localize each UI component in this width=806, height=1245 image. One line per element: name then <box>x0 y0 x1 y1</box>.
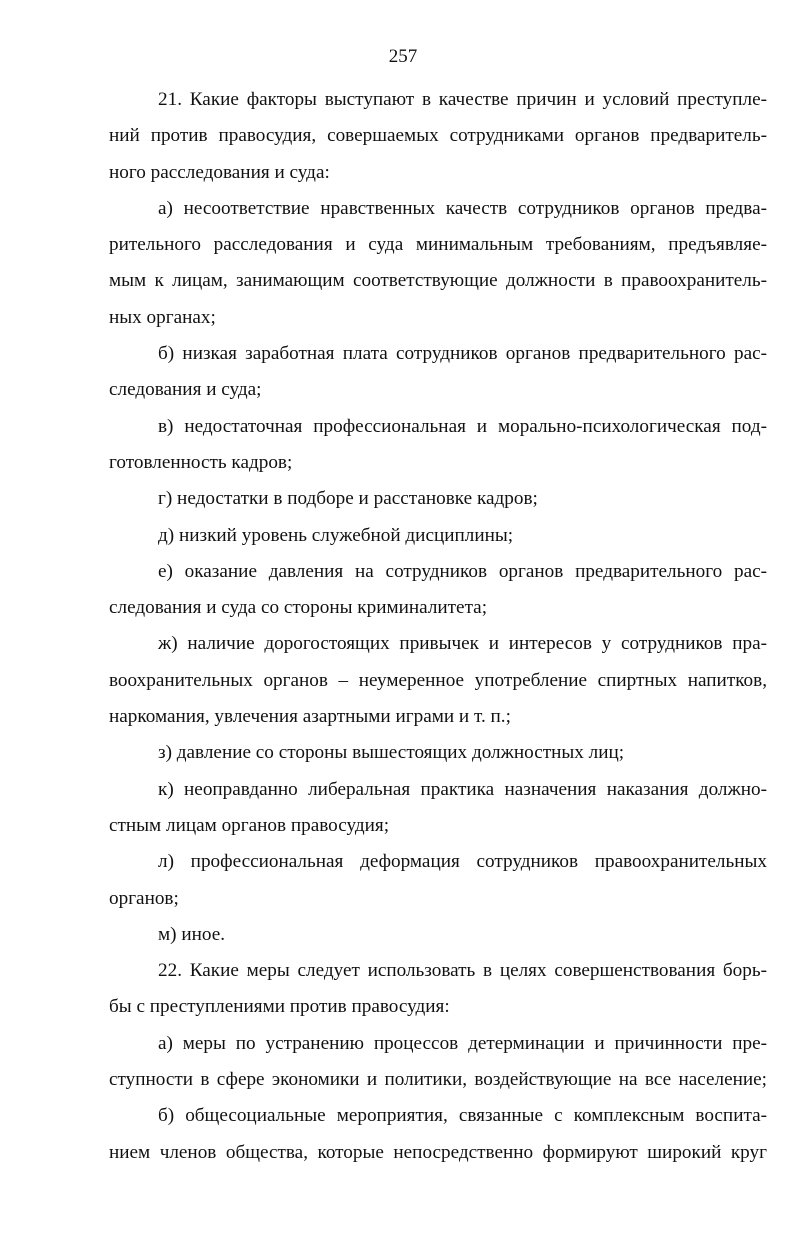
text-line: рительного расследования и суда минимальным требованиям, предъявляе- <box>109 234 767 256</box>
text-line: ного расследования и суда: <box>109 161 330 183</box>
text-line: наркомания, увлечения азартными играми и т. п.; <box>109 706 511 728</box>
text-line: бы с преступлениями против правосудия: <box>109 996 450 1018</box>
text-line: г) недостатки в подборе и расстановке кадров; <box>158 488 538 510</box>
text-line: 22. Какие меры следует использовать в целях совершенствования борь- <box>158 960 767 982</box>
text-line: мым к лицам, занимающим соответствующие должности в правоохранитель- <box>109 270 767 292</box>
text-line: следования и суда со стороны криминалитета; <box>109 597 488 619</box>
text-line: в) недостаточная профессиональная и морально-психологическая под- <box>158 415 767 437</box>
text-line: готовленность кадров; <box>109 451 293 473</box>
text-line: 21. Какие факторы выступают в качестве причин и условий преступле- <box>158 89 767 110</box>
text-line: д) низкий уровень служебной дисциплины; <box>158 524 514 546</box>
text-line: воохранительных органов – неумеренное употребление спиртных напитков, <box>109 669 767 691</box>
page-body <box>109 82 767 1171</box>
text-line: б) низкая заработная плата сотрудников органов предварительного рас- <box>158 343 767 365</box>
text-line: органов; <box>109 887 179 909</box>
text-line: ступности в сфере экономики и политики, воздействующие на все население; <box>109 1069 767 1091</box>
page-number: 257 <box>388 46 418 67</box>
text-line: стным лицам органов правосудия; <box>109 814 390 836</box>
text-line: следования и суда; <box>109 379 262 401</box>
text-line: б) общесоциальные мероприятия, связанные с комплексным воспита- <box>158 1105 767 1127</box>
text-line: а) меры по устранению процессов детерминации и причинности пре- <box>158 1032 767 1054</box>
text-line: л) профессиональная деформация сотрудников правоохранительных <box>158 851 767 873</box>
text-line: з) давление со стороны вышестоящих должностных лиц; <box>158 742 625 764</box>
text-line: ж) наличие дорогостоящих привычек и интересов у сотрудников пра- <box>158 633 767 655</box>
text-line: к) неоправданно либеральная практика назначения наказания должно- <box>158 778 767 800</box>
text-line: е) оказание давления на сотрудников органов предварительного рас- <box>158 560 767 582</box>
text-line: м) иное. <box>158 923 226 945</box>
text-line: ных органах; <box>109 306 216 328</box>
text-line: а) несоответствие нравственных качеств сотрудников органов предва- <box>158 197 767 219</box>
text-line: нием членов общества, которые непосредственно формируют широкий круг <box>109 1141 767 1163</box>
text-line: ний против правосудия, совершаемых сотрудниками органов предваритель- <box>109 125 767 147</box>
